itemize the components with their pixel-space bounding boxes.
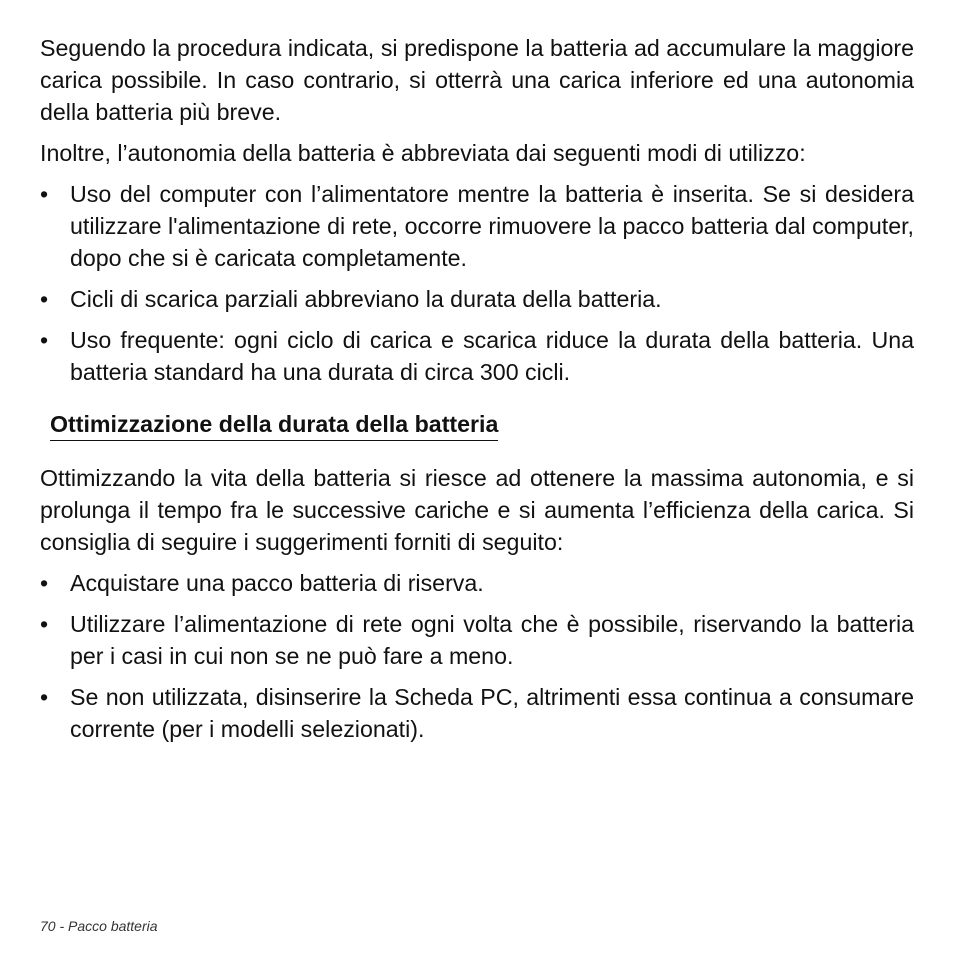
page-footer: 70 - Pacco batteria <box>40 918 158 934</box>
usage-modes-list <box>40 178 914 388</box>
section-heading: Ottimizzazione della durata della batteria <box>50 408 498 441</box>
list-item-text: Uso frequente: ogni ciclo di carica e scarica riduce la durata della batteria. Una batteria standard ha una durata di circa 300 cicli. <box>70 327 914 385</box>
bullet-icon: • <box>40 181 49 207</box>
paragraph-charging-procedure: Seguendo la procedura indicata, si predispone la batteria ad accumulare la maggiore carica possibile. In caso contrario, si otterrà una carica inferiore ed una autonomia della batteria più breve. <box>40 35 914 125</box>
list-item-text: Se non utilizzata, disinserire la Scheda PC, altrimenti essa continua a consumare corrente (per i modelli selezionati). <box>70 684 914 742</box>
list-item-text: Utilizzare l’alimentazione di rete ogni volta che è possibile, riservando la batteria per i casi in cui non se ne può fare a meno. <box>70 611 914 669</box>
paragraph-autonomy-reduction: Inoltre, l’autonomia della batteria è abbreviata dai seguenti modi di utilizzo: <box>40 140 806 166</box>
list-item <box>40 567 914 599</box>
bullet-icon: • <box>40 611 49 637</box>
list-item <box>40 283 914 315</box>
list-item-text: Uso del computer con l’alimentatore mentre la batteria è inserita. Se si desidera utilizzare l'alimentazione di rete, occorre rimuovere la pacco batteria dal computer, dopo che si è caricata completamente. <box>70 181 914 271</box>
list-item <box>40 324 914 388</box>
page-content <box>40 32 914 745</box>
list-item <box>40 178 914 274</box>
bullet-icon: • <box>40 570 49 596</box>
bullet-icon: • <box>40 684 49 710</box>
list-item <box>40 608 914 672</box>
paragraph-optimization: Ottimizzando la vita della batteria si riesce ad ottenere la massima autonomia, e si prolunga il tempo fra le successive cariche e si aumenta l’efficienza della carica. Si consiglia di seguire i suggerimenti forniti di seguito: <box>40 465 914 555</box>
list-item-text: Acquistare una pacco batteria di riserva. <box>70 570 484 596</box>
list-item-text: Cicli di scarica parziali abbreviano la durata della batteria. <box>70 286 662 312</box>
list-item <box>40 681 914 745</box>
suggestions-list <box>40 567 914 745</box>
bullet-icon: • <box>40 286 49 312</box>
bullet-icon: • <box>40 327 49 353</box>
